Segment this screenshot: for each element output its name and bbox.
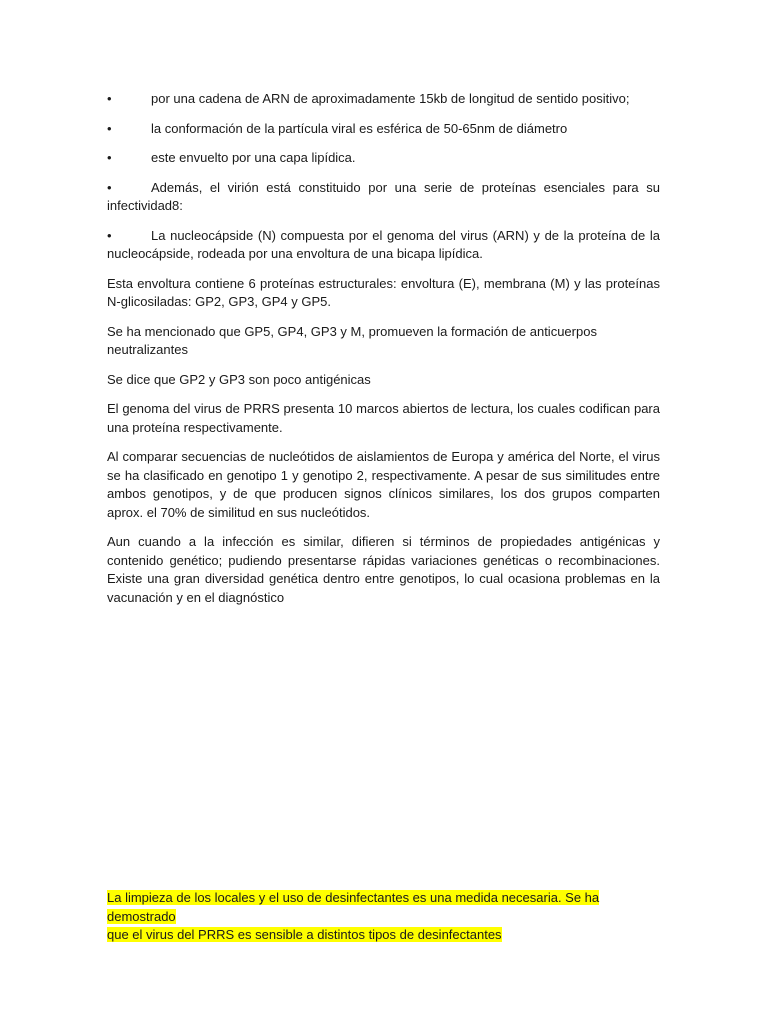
paragraph-envelope-proteins: Esta envoltura contiene 6 proteínas estructurales: envoltura (E), membrana (M) y las proteínas N-glicosiladas: GP2, GP3, GP4 y GP5. — [107, 275, 660, 309]
bullet-item-envelope — [107, 149, 660, 168]
paragraph-diversity: Aun cuando a la infección es similar, difieren si términos de propiedades antigénicas y contenido genético; pudiendo presentarse rápidas variaciones genéticas o recombinaciones. Existe una gran diversidad genética dentro entre genotipos, lo cual ocasiona problemas en la vacunación y en el diagnóstico — [107, 534, 660, 605]
highlighted-line-2: que el virus del PRRS es sensible a distintos tipos de desinfectantes — [107, 927, 502, 942]
bullet-item-arn — [107, 90, 660, 109]
bullet-item-conformation — [107, 120, 660, 139]
bullet-text: por una cadena de ARN de aproximadamente 15kb de longitud de sentido positivo; — [151, 91, 630, 106]
bullet-symbol: • — [107, 120, 112, 136]
bullet-symbol: • — [107, 150, 112, 165]
bullet-item-nucleocapsid — [107, 227, 660, 264]
paragraph-genotypes: Al comparar secuencias de nucleótidos de aislamientos de Europa y américa del Norte, el virus se ha clasificado en genotipo 1 y genotipo 2, respectivamente. A pesar de sus similitudes entre ambos genotipos, y de que producen signos clínicos similares, los dos grupos comparten aprox. el 70% de similitud en sus nucleótidos. — [107, 449, 660, 520]
bullet-item-virion — [107, 179, 660, 216]
paragraph-neutralizing-antibodies: Se ha mencionado que GP5, GP4, GP3 y M, promueven la formación de anticuerpos neutralizantes — [107, 323, 597, 357]
bullet-text: La nucleocápside (N) compuesta por el genoma del virus (ARN) y de la proteína de la nucleocápside, rodeada por una envoltura de una bicapa lipídica. — [107, 227, 660, 261]
highlighted-line-1: La limpieza de los locales y el uso de desinfectantes es una medida necesaria. Se ha demostrado — [107, 890, 600, 924]
bullet-text: este envuelto por una capa lipídica. — [151, 150, 356, 165]
bullet-symbol: • — [107, 91, 112, 106]
highlighted-note — [107, 889, 660, 945]
paragraph-genome: El genoma del virus de PRRS presenta 10 marcos abiertos de lectura, los cuales codifican para una proteína respectivamente. — [107, 401, 660, 435]
bullet-text: Además, el virión está constituido por una serie de proteínas esenciales para su infectividad8: — [107, 179, 660, 213]
paragraph-antigenic: Se dice que GP2 y GP3 son poco antigénicas — [107, 371, 371, 387]
document-body — [107, 90, 660, 618]
bullet-symbol: • — [107, 227, 112, 243]
bullet-text: la conformación de la partícula viral es esférica de 50-65nm de diámetro — [151, 120, 568, 136]
bullet-symbol: • — [107, 179, 112, 195]
